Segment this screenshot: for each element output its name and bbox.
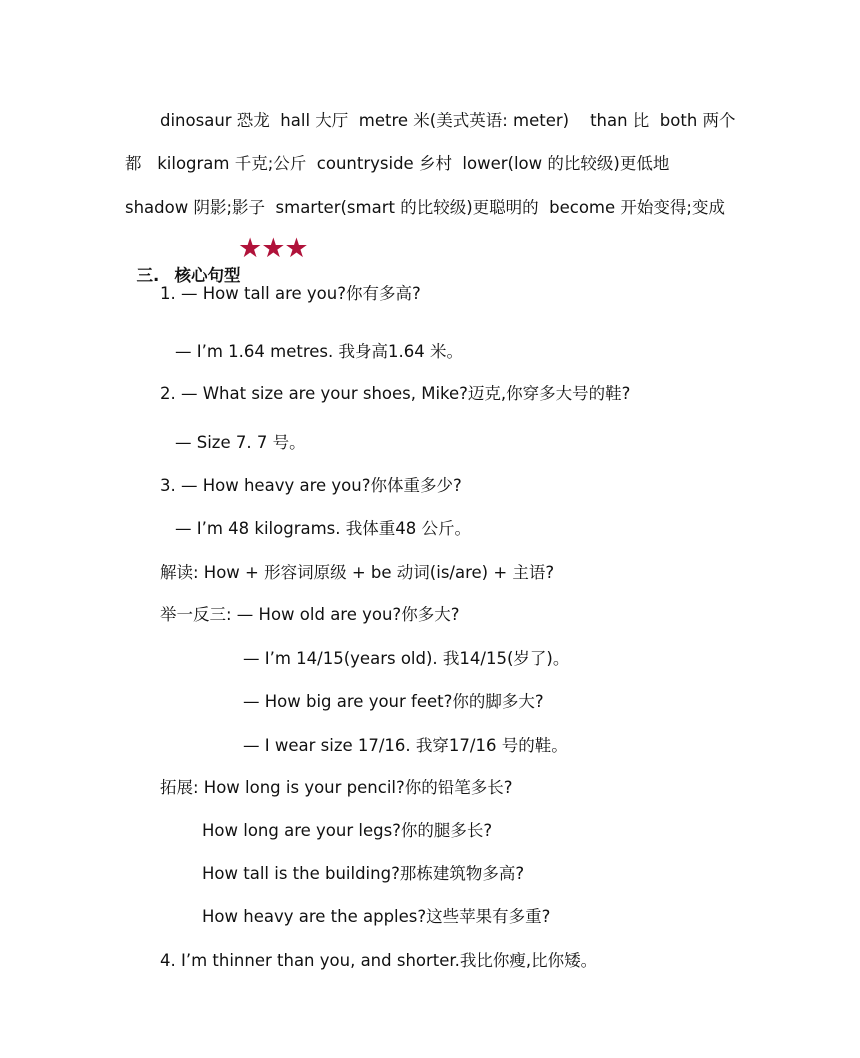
section-title: 核心句型	[174, 266, 241, 285]
extension-line-4: How heavy are the apples?这些苹果有多重?	[202, 907, 551, 926]
sentence-1-question: 1. — How tall are you?你有多高?	[160, 284, 421, 303]
sentence-2-answer: — Size 7. 7 号。	[175, 433, 306, 452]
extension-line-1: 拓展: How long is your pencil?你的铅笔多长?	[160, 778, 513, 797]
vocab-line-3: shadow 阴影;影子 smarter(smart 的比较级)更聪明的 become 开始变得;变成	[125, 198, 725, 217]
extension-line-2: How long are your legs?你的腿多长?	[202, 821, 493, 840]
vocab-line-1: dinosaur 恐龙 hall 大厅 metre 米(美式英语: meter) than 比 both 两个	[160, 111, 736, 130]
example-line-3: — How big are your feet?你的脚多大?	[243, 692, 544, 711]
section-heading	[125, 243, 241, 286]
vocab-line-2: 都 kilogram 千克;公斤 countryside 乡村 lower(low 的比较级)更低地	[125, 154, 670, 173]
sentence-1-answer: — I’m 1.64 metres. 我身高1.64 米。	[175, 342, 463, 361]
example-line-2: — I’m 14/15(years old). 我14/15(岁了)。	[243, 649, 570, 668]
sentence-2-question: 2. — What size are your shoes, Mike?迈克,你穿多大号的鞋?	[160, 384, 631, 403]
extension-line-3: How tall is the building?那栋建筑物多高?	[202, 864, 525, 883]
sentence-3-question: 3. — How heavy are you?你体重多少?	[160, 476, 462, 495]
sentence-3-answer: — I’m 48 kilograms. 我体重48 公斤。	[175, 519, 472, 538]
star-rating-icon: ★★★	[238, 233, 308, 264]
sentence-4: 4. I’m thinner than you, and shorter.我比你瘦,比你矮。	[160, 951, 598, 970]
example-line-1: 举一反三: — How old are you?你多大?	[160, 605, 460, 624]
section-number: 三.	[136, 266, 160, 285]
explanation: 解读: How + 形容词原级 + be 动词(is/are) + 主语?	[160, 563, 555, 582]
example-line-4: — I wear size 17/16. 我穿17/16 号的鞋。	[243, 736, 568, 755]
